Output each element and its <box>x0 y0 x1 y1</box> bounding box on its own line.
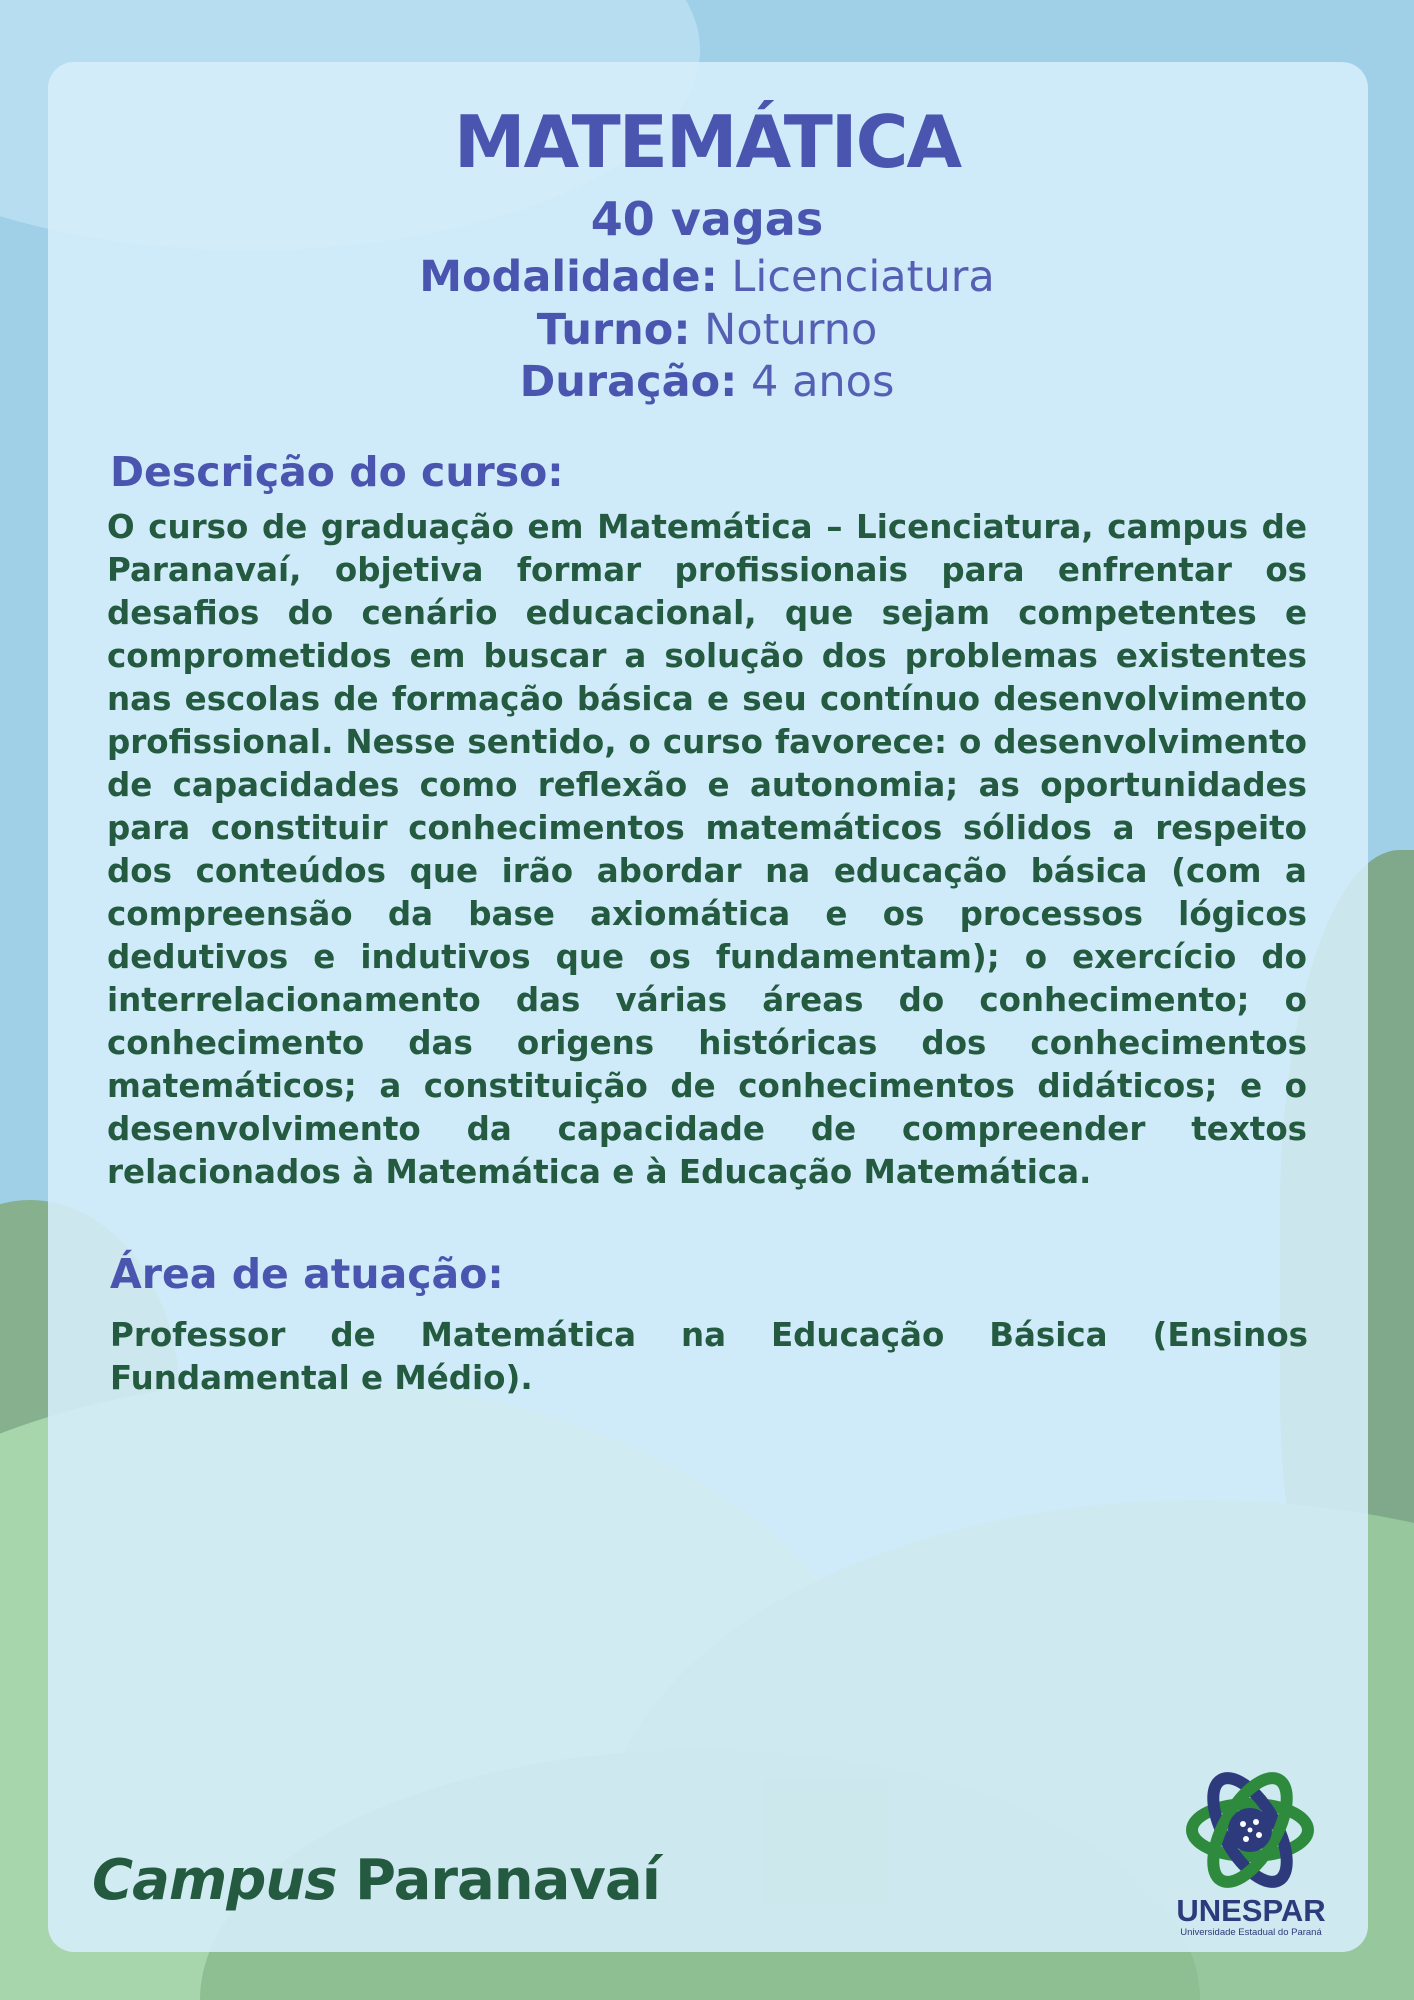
description-text: O curso de graduação em Matemática – Licenciatura, campus de Paranavaí, objetiva formar profissionais para enfrentar os desafios do cenário educacional, que sejam competentes e comprometidos em buscar a solução dos problemas existentes nas escolas de formação básica e seu contínuo desenvolvimento profissional. Nesse sentido, o curso favorece: o desenvolvimento de capacidades como reflexão e autonomia; as oportunidades para constituir conhecimentos matemáticos sólidos a respeito dos conteúdos que irão abordar na educação básica (com a compreensão da base axiomática e os processos lógicos dedutivos e indutivos que os fundamentam); o exercício do interrelacionamento das várias áreas do conhecimento; o conhecimento das origens históricas dos conhecimentos matemáticos; a constituição de conhecimentos didáticos; e o desenvolvimento da capacidade de compreender textos relacionados à Matemática e à Educação Matemática. <box>107 508 1307 1191</box>
campus-label: Campus <box>92 1848 337 1913</box>
campus-name <box>92 1848 660 1913</box>
shift-line <box>0 305 1414 355</box>
course-title: MATEMÁTICA <box>453 100 961 184</box>
duration-label: Duração: <box>519 357 738 407</box>
campus-city: Paranavaí <box>336 1848 660 1913</box>
shift-value: Noturno <box>690 305 878 355</box>
duration-value: 4 anos <box>737 357 895 407</box>
career-heading: Área de atuação: <box>110 1250 504 1298</box>
description-heading: Descrição do curso: <box>110 448 564 496</box>
vacancies: 40 vagas <box>590 192 824 246</box>
modality-label: Modalidade: <box>419 252 718 302</box>
logo-subtitle: Universidade Estadual do Paraná <box>1180 1927 1322 1938</box>
career-text: Professor de Matemática na Educação Básica (Ensinos Fundamental e Médio). <box>110 1316 1308 1397</box>
duration-line <box>0 357 1414 407</box>
modality-line <box>0 252 1414 302</box>
logo-wordmark: UNESPAR <box>1176 1893 1326 1928</box>
modality-value: Licenciatura <box>717 252 995 302</box>
shift-label: Turno: <box>536 305 691 355</box>
